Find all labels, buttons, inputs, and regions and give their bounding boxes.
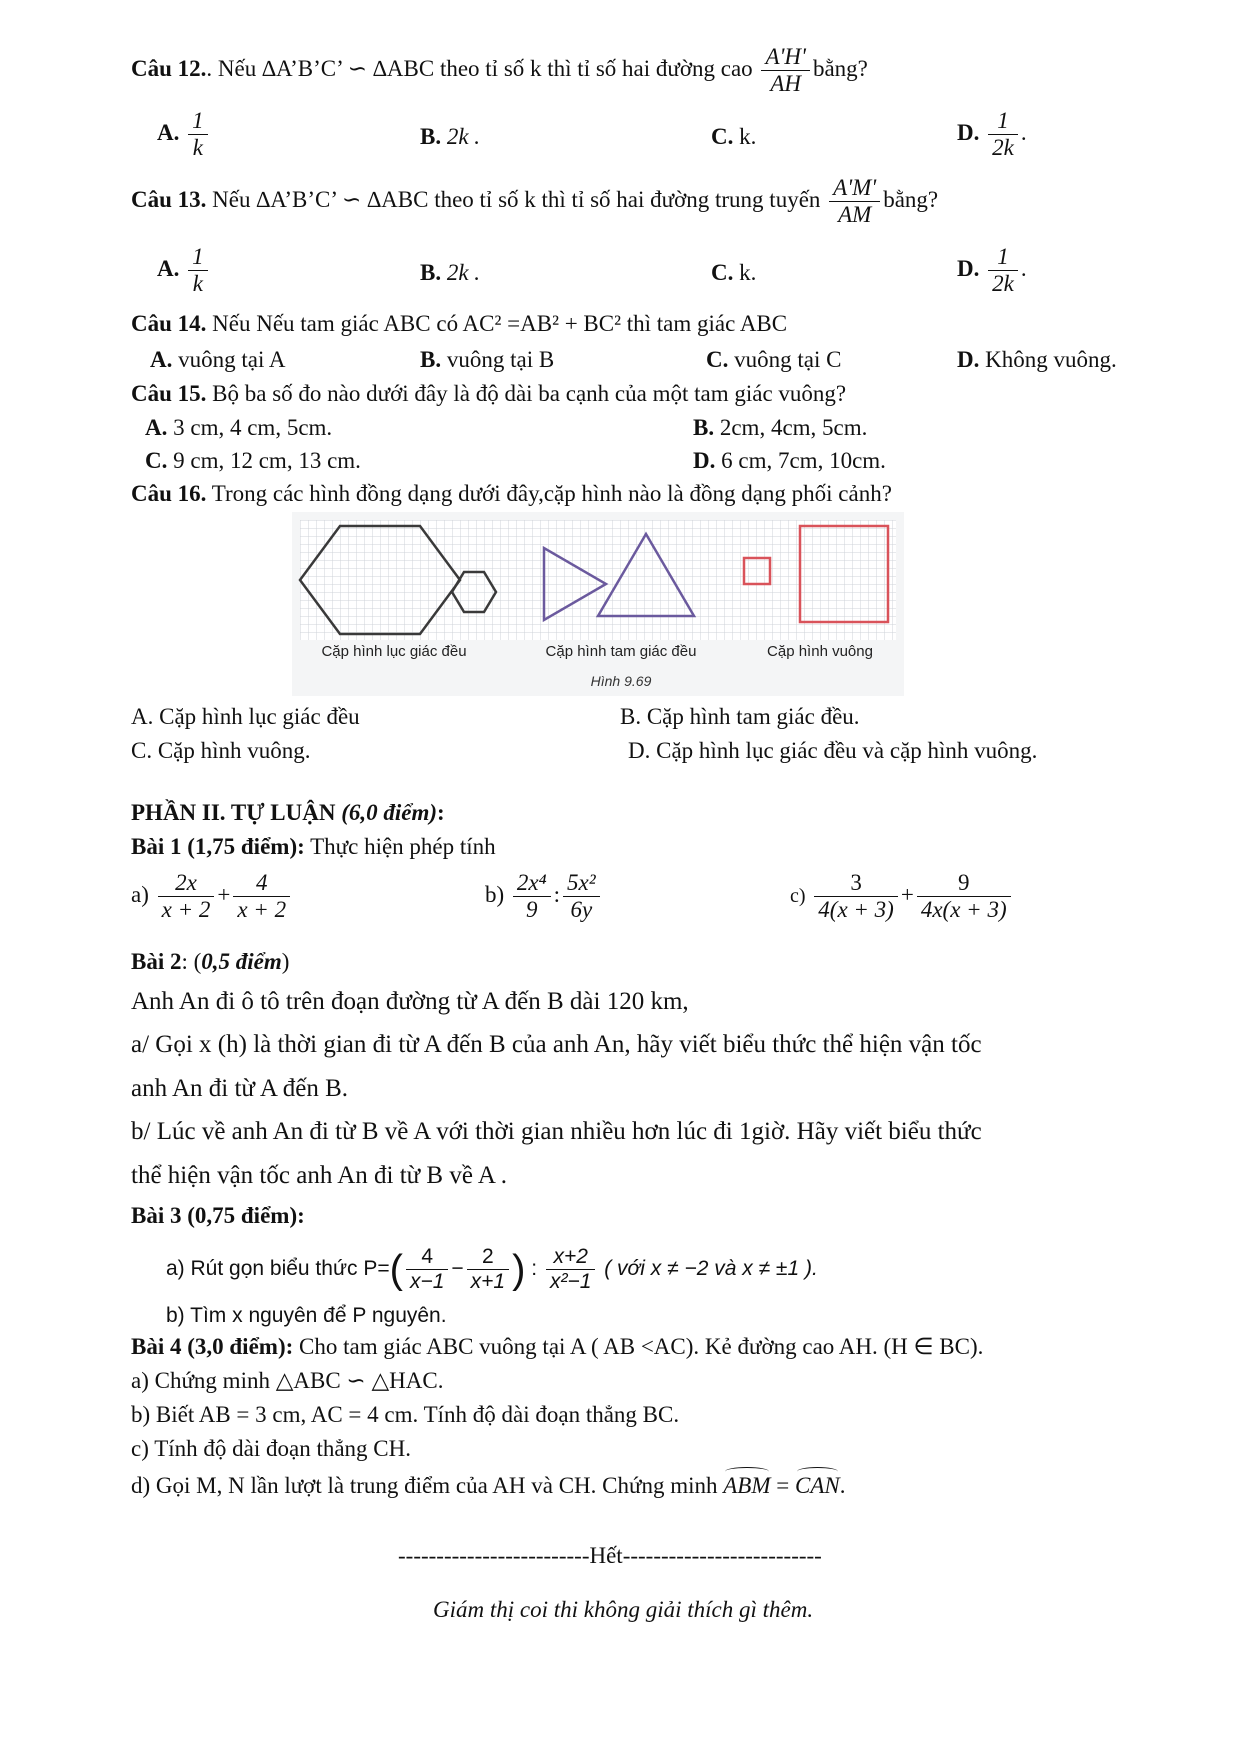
bai-1-b: b) $\frac{\text{2x⁴}}{9}$ : $\frac{\text{5x²}}{6y}$ xyxy=(485,870,603,924)
bai-2-line-5: thể hiện vận tốc anh An đi từ B về A . xyxy=(131,1162,508,1189)
q13-fraction: $\frac{A'M'}{AM}$ xyxy=(829,175,880,229)
question-16: Câu 16. Trong các hình đồng dạng dưới đây,cặp hình nào là đồng dạng phối cảnh? xyxy=(131,481,892,506)
q12-label: Câu 12. xyxy=(131,56,207,82)
part2-heading: PHẦN II. TỰ LUẬN (6,0 điểm): xyxy=(131,800,445,825)
bai-1-a: a) $\frac{2x}{x + 2}$ + $\frac{4}{x + 2}$ xyxy=(131,870,293,924)
q13-option-d: D. $\frac{1}{2k}$ . xyxy=(957,244,1027,297)
question-12 xyxy=(131,44,868,98)
q16-option-d: D. Cặp hình lục giác đều và cặp hình vuông. xyxy=(628,738,1038,763)
question-13 xyxy=(131,175,938,229)
q12-option-d: D. $\frac{1}{2k}$ . xyxy=(957,108,1027,161)
q12-fraction: $\frac{A'H'}{AH}$ xyxy=(761,44,810,98)
q15-option-c: C. 9 cm, 12 cm, 13 cm. xyxy=(145,448,361,473)
q12-text: . Nếu ∆A’B’C’ ∽ ∆ABC theo tỉ số k thì tỉ số hai đường cao xyxy=(206,56,753,82)
question-14: Câu 14. Nếu Nếu tam giác ABC có AC² =AB² + BC² thì tam giác ABC xyxy=(131,311,788,336)
q16-option-c: C. Cặp hình vuông. xyxy=(131,738,311,763)
q13-option-b: B. 2k . xyxy=(420,260,481,285)
caption-hexagon: Cặp hình lục giác đều xyxy=(321,643,467,660)
bai-3-heading: Bài 3 (0,75 điểm): xyxy=(131,1203,305,1228)
q12-option-c: C. k. xyxy=(711,124,757,149)
bai-2-line-1: Anh An đi ô tô trên đoạn đường từ A đến B dài 120 km, xyxy=(131,988,689,1015)
angle-abm: ABM xyxy=(723,1473,771,1498)
figure-svg xyxy=(292,512,904,696)
q12-after: bằng? xyxy=(812,56,868,82)
q14-option-b: B. vuông tại B xyxy=(420,347,555,372)
proctor-note: Giám thị coi thi không giải thích gì thêm. xyxy=(433,1597,814,1622)
q13-option-a: A. $\frac{1}{k}$ xyxy=(157,244,211,298)
bai-2-line-4: b/ Lúc về anh An đi từ B về A với thời gian nhiều hơn lúc đi 1giờ. Hãy viết biểu thức xyxy=(131,1118,982,1145)
bai-1-c: c) $\frac{3}{4(x + 3)}$ + $\frac{9}{4x(x + 3)}$ xyxy=(790,870,1014,924)
bai-4-heading: Bài 4 (3,0 điểm): Cho tam giác ABC vuông tại A ( AB <AC). Kẻ đường cao AH. (H ∈ BC). xyxy=(131,1334,984,1359)
bai-4-a: a) Chứng minh △ABC ∽ △HAC. xyxy=(131,1368,444,1393)
angle-can: CAN xyxy=(794,1473,840,1498)
bai-2-line-3: anh An đi từ A đến B. xyxy=(131,1075,349,1102)
bai-4-b: b) Biết AB = 3 cm, AC = 4 cm. Tính độ dài đoạn thẳng BC. xyxy=(131,1402,680,1427)
bai-1-heading: Bài 1 (1,75 điểm): Thực hiện phép tính xyxy=(131,834,496,859)
end-marker: -------------------------Hết-------------------------- xyxy=(398,1543,822,1568)
figure-label: Hình 9.69 xyxy=(590,673,652,689)
q13-option-c: C. k. xyxy=(711,260,757,285)
q15-option-d: D. 6 cm, 7cm, 10cm. xyxy=(693,448,886,473)
q12-option-b: B. 2k . xyxy=(420,124,481,149)
similar-shapes-figure xyxy=(292,512,904,696)
q13-label: Câu 13. xyxy=(131,187,207,213)
q14-option-a: A. vuông tại A xyxy=(150,347,286,372)
q13-after: bằng? xyxy=(883,187,939,213)
q16-option-a: A. Cặp hình lục giác đều xyxy=(131,704,360,729)
q12-option-a: A. $\frac{1}{k}$ xyxy=(157,108,211,162)
q14-option-d: D. Không vuông. xyxy=(957,347,1117,372)
q14-option-c: C. vuông tại C xyxy=(706,347,842,372)
bai-2-line-2: a/ Gọi x (h) là thời gian đi từ A đến B của anh An, hãy viết biểu thức thể hiện vận tốc xyxy=(131,1031,982,1058)
q16-option-b: B. Cặp hình tam giác đều. xyxy=(620,704,860,729)
caption-triangle: Cặp hình tam giác đều xyxy=(545,643,697,660)
caption-square: Cặp hình vuông xyxy=(767,643,873,660)
question-15: Câu 15. Bộ ba số đo nào dưới đây là độ dài ba cạnh của một tam giác vuông? xyxy=(131,381,847,406)
bai-4-d: d) Gọi M, N lần lượt là trung điểm của AH và CH. Chứng minh ABM = CAN. xyxy=(131,1473,846,1498)
bai-2-heading: Bài 2: (0,5 điểm) xyxy=(131,949,290,974)
bai-3-b: b) Tìm x nguyên để P nguyên. xyxy=(166,1304,447,1327)
bai-4-c: c) Tính độ dài đoạn thẳng CH. xyxy=(131,1436,411,1461)
bai-3-a: a) Rút gọn biểu thức P=( $\frac{4}{x-1}$ − $\frac{2}{x+1}$ ) : $\frac{x+2}{\text{x²−1}}$ ( với x ≠ −2 và x ≠ ±1 ). xyxy=(166,1245,818,1294)
q15-option-b: B. 2cm, 4cm, 5cm. xyxy=(693,415,868,440)
q13-text: Nếu ∆A’B’C’ ∽ ∆ABC theo tỉ số k thì tỉ số hai đường trung tuyến xyxy=(206,187,821,213)
q15-option-a: A. 3 cm, 4 cm, 5cm. xyxy=(145,415,333,440)
